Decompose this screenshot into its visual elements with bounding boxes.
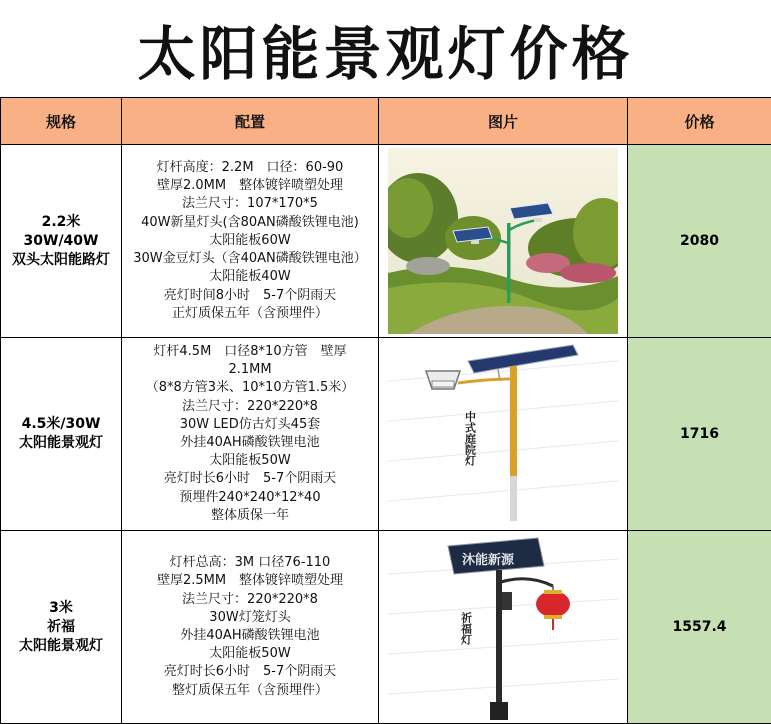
image-cell bbox=[379, 531, 628, 724]
config-line: 法兰尺寸：220*220*8 bbox=[122, 398, 378, 416]
config-line: 30W LED仿古灯头45套 bbox=[122, 416, 378, 434]
image-caption: 中式庭院灯 bbox=[464, 410, 478, 467]
price-cell: 1557.4 bbox=[628, 531, 771, 724]
config-line: 太阳能板40W bbox=[122, 268, 378, 286]
config-cell bbox=[122, 531, 379, 724]
config-line: 亮灯时间8小时 5-7个阴雨天 bbox=[122, 287, 378, 305]
config-line: 太阳能板50W bbox=[122, 645, 378, 663]
config-line: 外挂40AH磷酸铁锂电池 bbox=[122, 434, 378, 452]
price-cell: 1716 bbox=[628, 338, 771, 531]
config-line: 灯杆总高：3M 口径76-110 bbox=[122, 554, 378, 572]
header-price: 价格 bbox=[628, 98, 771, 145]
sheet-title: 太阳能景观灯价格 bbox=[0, 0, 771, 98]
lantern-solar-light-photo bbox=[388, 534, 618, 720]
config-line: 太阳能板50W bbox=[122, 452, 378, 470]
table-row bbox=[1, 338, 771, 531]
config-line: 整灯质保五年（含预埋件） bbox=[122, 682, 378, 700]
spec-cell: 3米 祈福 太阳能景观灯 bbox=[1, 531, 122, 724]
header-spec: 规格 bbox=[1, 98, 122, 145]
config-line: 壁厚2.5MM 整体镀锌喷塑处理 bbox=[122, 572, 378, 590]
table-row bbox=[1, 145, 771, 338]
price-cell: 2080 bbox=[628, 145, 771, 338]
panel-text: 沐能新源 bbox=[462, 552, 515, 568]
config-line: 灯杆高度：2.2M 口径：60-90 bbox=[122, 159, 378, 177]
config-line: 30W金豆灯头（含40AN磷酸铁锂电池） bbox=[122, 250, 378, 268]
spec-cell: 4.5米/30W 太阳能景观灯 bbox=[1, 338, 122, 531]
config-line: 壁厚2.0MM 整体镀锌喷塑处理 bbox=[122, 177, 378, 195]
config-line: 亮灯时长6小时 5-7个阴雨天 bbox=[122, 470, 378, 488]
config-line: 外挂40AH磷酸铁锂电池 bbox=[122, 627, 378, 645]
spec-cell: 2.2米 30W/40W 双头太阳能路灯 bbox=[1, 145, 122, 338]
table-row bbox=[1, 531, 771, 724]
config-line: 整体质保一年 bbox=[122, 507, 378, 525]
config-cell bbox=[122, 338, 379, 531]
config-line: （8*8方管3米、10*10方管1.5米） bbox=[122, 379, 378, 397]
config-line: 40W新星灯头(含80AN磷酸铁锂电池) bbox=[122, 214, 378, 232]
header-config: 配置 bbox=[122, 98, 379, 145]
config-line: 亮灯时长6小时 5-7个阴雨天 bbox=[122, 663, 378, 681]
config-line: 预埋件240*240*12*40 bbox=[122, 489, 378, 507]
image-cell bbox=[379, 338, 628, 531]
header-row bbox=[1, 98, 771, 145]
config-line: 正灯质保五年（含预埋件） bbox=[122, 305, 378, 323]
config-line: 法兰尺寸：107*170*5 bbox=[122, 195, 378, 213]
image-cell bbox=[379, 145, 628, 338]
header-image: 图片 bbox=[379, 98, 628, 145]
config-line: 太阳能板60W bbox=[122, 232, 378, 250]
config-line: 灯杆4.5M 口径8*10方管 壁厚 bbox=[122, 343, 378, 361]
dual-head-solar-street-light-photo bbox=[388, 148, 618, 334]
price-table bbox=[0, 97, 771, 724]
config-line: 2.1MM bbox=[122, 361, 378, 379]
image-caption: 祈福灯 bbox=[460, 611, 474, 646]
config-line: 法兰尺寸：220*220*8 bbox=[122, 591, 378, 609]
config-cell bbox=[122, 145, 379, 338]
config-line: 30W灯笼灯头 bbox=[122, 609, 378, 627]
courtyard-solar-light-photo bbox=[388, 341, 618, 527]
